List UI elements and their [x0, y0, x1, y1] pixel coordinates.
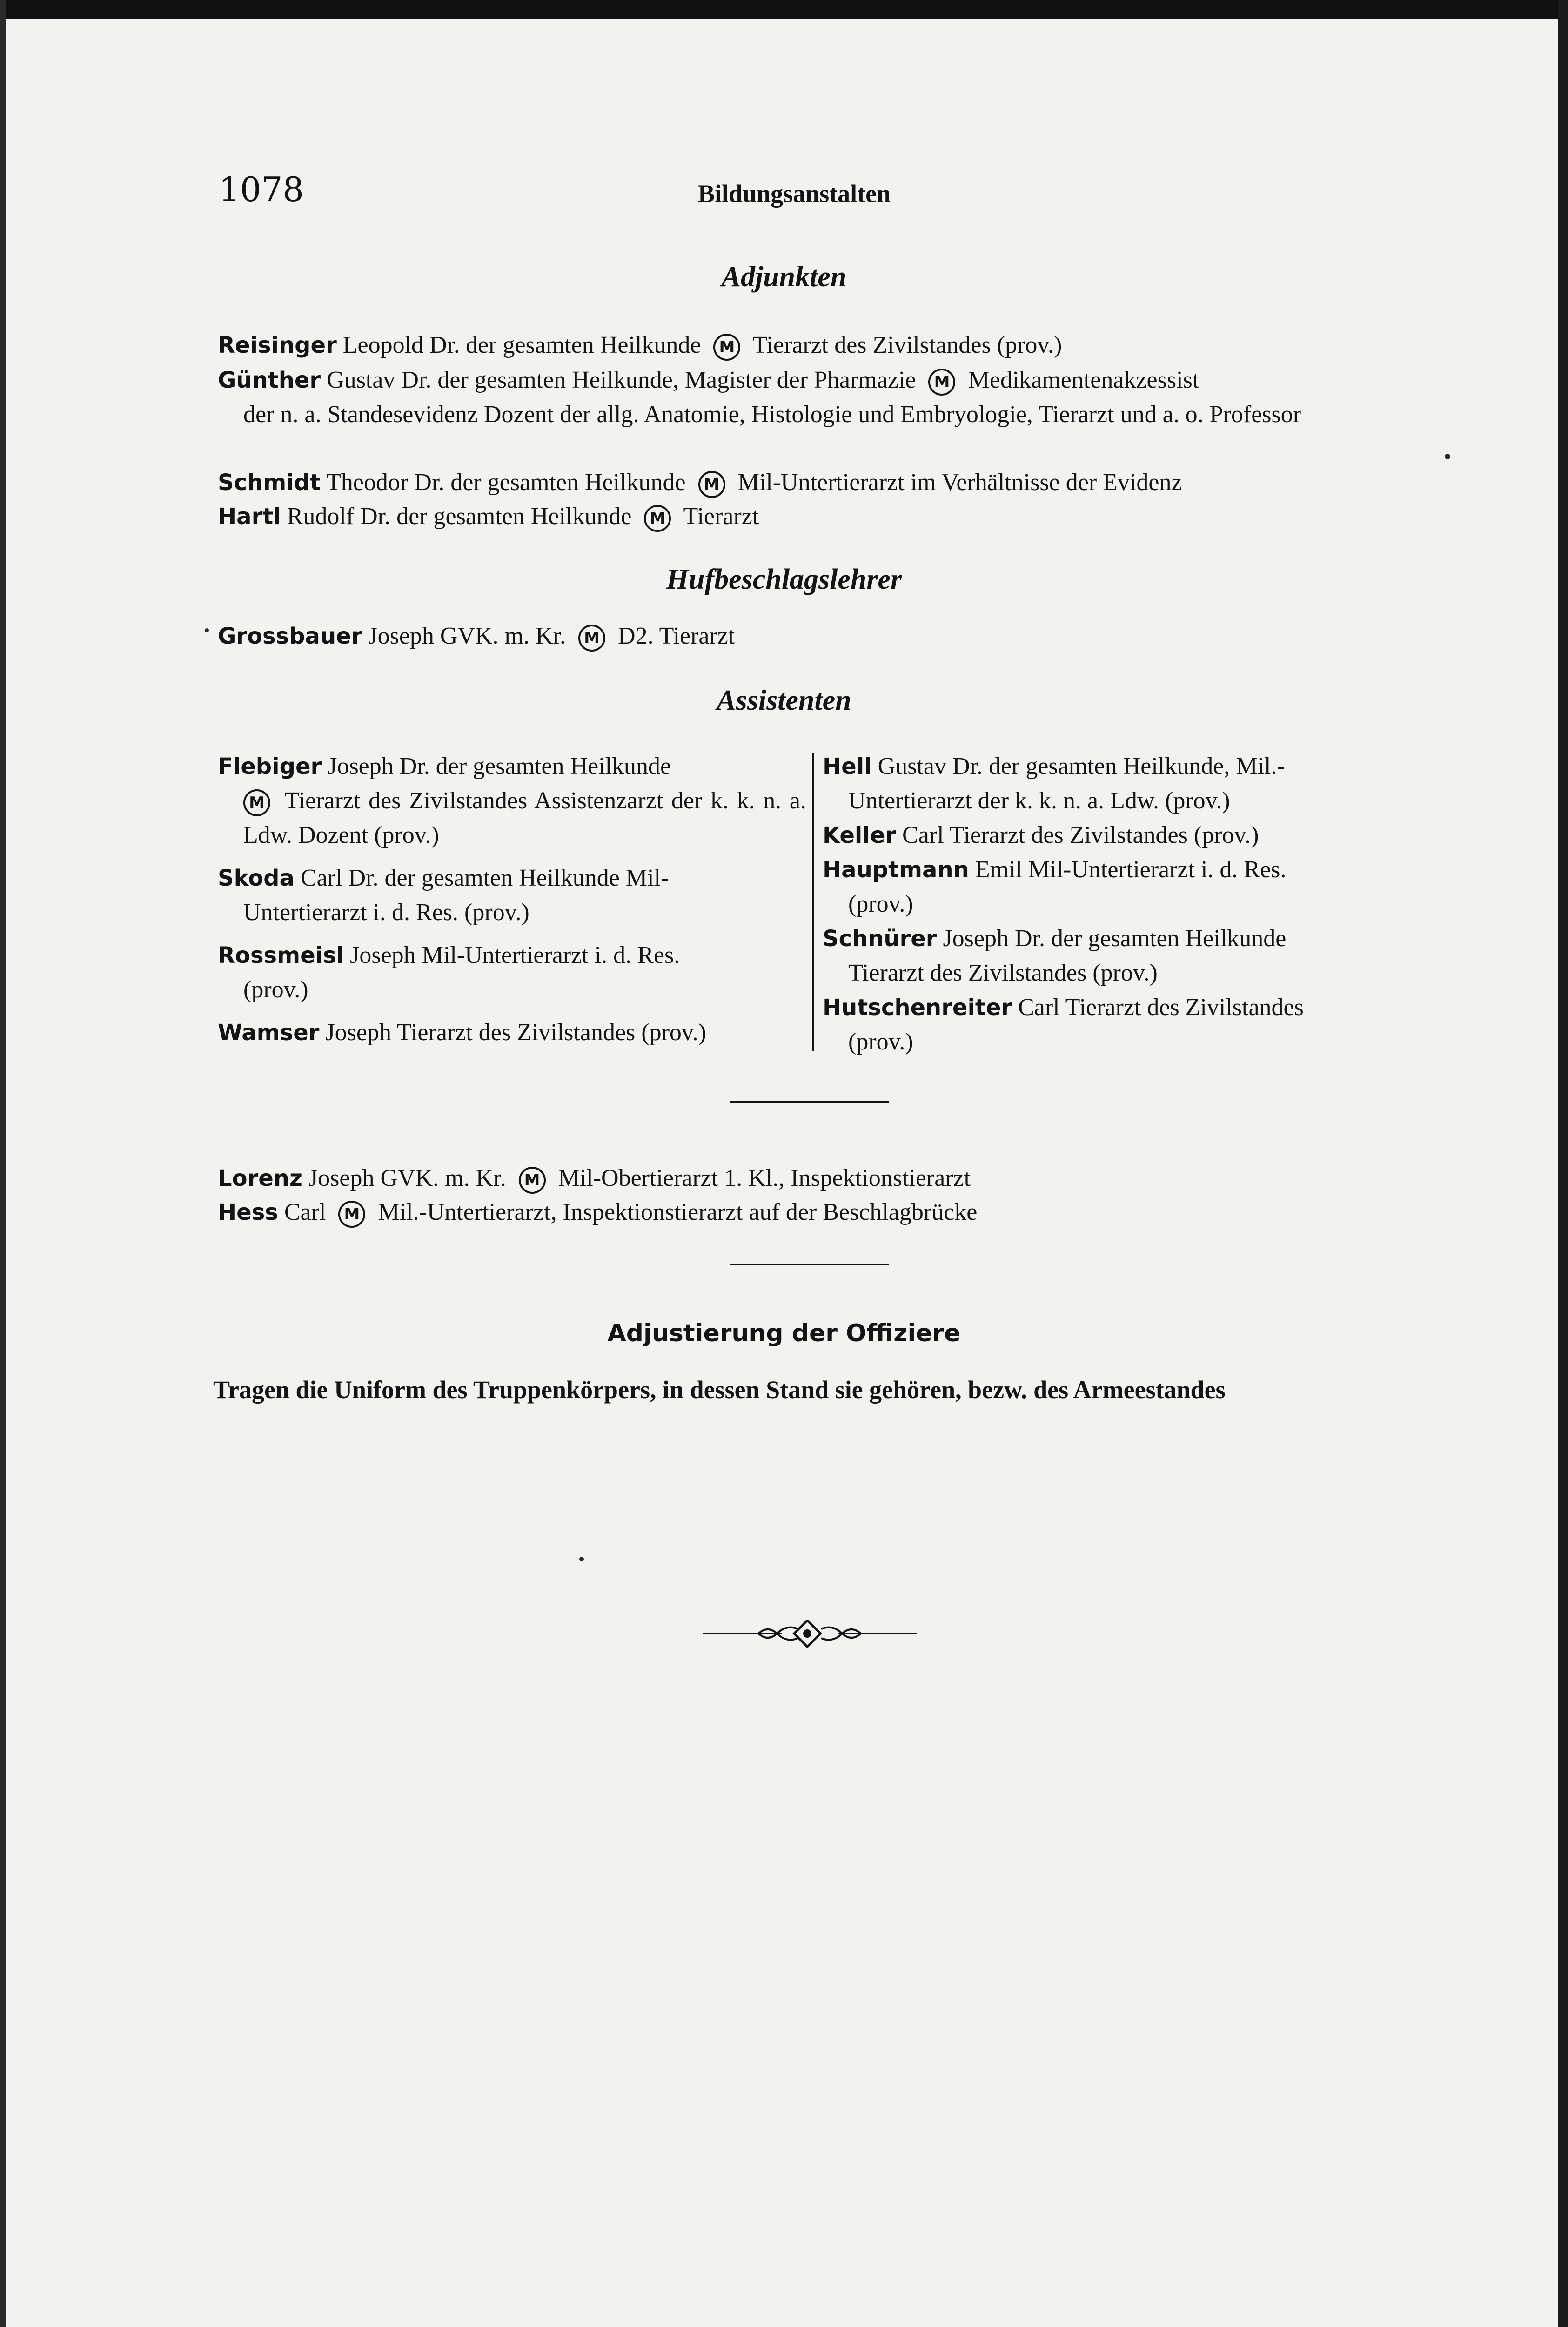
entry-hell	[823, 749, 1414, 818]
entry-text: Medikamentenakzessist	[968, 367, 1199, 393]
entry-schmidt	[218, 465, 1414, 500]
scan-speck	[205, 628, 209, 632]
entry-continuation: Tierarzt des Zivilstandes (prov.)	[848, 960, 1158, 986]
entry-text: Carl Tierarzt des Zivilstandes (prov.)	[902, 822, 1259, 848]
entry-text: D2. Tierarzt	[618, 623, 735, 649]
entry-name: Hartl	[218, 504, 281, 530]
entry-name: Hutschenreiter	[823, 995, 1012, 1021]
column-divider	[812, 753, 814, 1051]
section-title-adjunkten: Adjunkten	[721, 261, 847, 293]
scan-edge-left	[0, 0, 6, 2327]
scan-speck	[1445, 454, 1450, 459]
m-badge-icon: M	[243, 789, 270, 816]
entry-text: Tierarzt des Zivilstandes Assistenzarzt der k. k. n. a. Ldw. Dozent (prov.)	[243, 787, 806, 848]
entry-text: Joseph Tierarzt des Zivilstandes (prov.)	[325, 1019, 706, 1046]
assistenten-columns	[218, 749, 1414, 1055]
entry-name: Schnürer	[823, 926, 937, 952]
ornament-divider-icon	[703, 1620, 917, 1648]
entry-schnuerer	[823, 921, 1414, 990]
entry-name: Günther	[218, 367, 321, 393]
entry-lorenz	[218, 1161, 1414, 1196]
entry-grossbauer	[218, 619, 1414, 653]
entry-name: Lorenz	[218, 1165, 302, 1191]
entry-name: Schmidt	[218, 470, 321, 496]
entry-text: Emil Mil-Untertierarzt i. d. Res.	[975, 856, 1287, 883]
entry-reisinger	[218, 328, 1414, 363]
entry-name: Hell	[823, 753, 872, 780]
entry-rossmeisl	[218, 938, 806, 1007]
entry-name: Wamser	[218, 1020, 320, 1046]
entry-name: Rossmeisl	[218, 942, 344, 968]
entry-text: Tierarzt des Zivilstandes (prov.)	[752, 332, 1062, 358]
entry-name: Hauptmann	[823, 857, 969, 883]
entry-text: Carl Dr. der gesamten Heilkunde Mil-	[300, 865, 669, 891]
entry-text: Joseph GVK. m. Kr.	[308, 1165, 506, 1191]
m-badge-icon: M	[338, 1201, 365, 1228]
section-rule	[730, 1101, 889, 1103]
entry-flebiger	[218, 749, 806, 853]
entry-skoda	[218, 861, 806, 930]
entry-text: Gustav Dr. der gesamten Heilkunde, Magister der Pharmazie	[327, 367, 916, 393]
m-badge-icon: M	[578, 625, 605, 652]
entry-continuation: (prov.)	[848, 1029, 913, 1055]
entry-name: Flebiger	[218, 753, 322, 780]
entry-text: Joseph Dr. der gesamten Heilkunde	[328, 753, 671, 780]
entry-guenther	[218, 363, 1414, 432]
section-title-assistenten: Assistenten	[717, 685, 851, 716]
entry-hutschenreiter	[823, 990, 1414, 1059]
entry-text: Leopold Dr. der gesamten Heilkunde	[342, 332, 701, 358]
entry-name: Keller	[823, 822, 897, 848]
entry-text: Mil-Untertierarzt im Verhältnisse der Evidenz	[737, 469, 1182, 496]
entry-text: Joseph Dr. der gesamten Heilkunde	[943, 925, 1287, 952]
entry-continuation: der n. a. Standesevidenz Dozent der allg. Anatomie, Histologie und Embryologie, Tierarzt und a. o. Professor	[243, 401, 1301, 428]
page-number: 1078	[219, 170, 304, 209]
entry-continuation: (prov.)	[848, 891, 913, 917]
assistenten-left-column	[218, 749, 806, 1058]
entry-text: Theodor Dr. der gesamten Heilkunde	[326, 469, 686, 496]
adjustierung-text: Tragen die Uniform des Truppenkörpers, in dessen Stand sie gehören, bezw. des Armeestandes	[213, 1376, 1226, 1404]
entry-text: Tierarzt	[683, 503, 759, 530]
entry-text: Rudolf Dr. der gesamten Heilkunde	[287, 503, 632, 530]
scan-speck	[579, 1557, 584, 1561]
scan-edge-top	[0, 0, 1568, 19]
scan-edge-right	[1558, 0, 1568, 2327]
entry-name: Hess	[218, 1199, 278, 1225]
entry-hartl	[218, 499, 1414, 534]
entry-continuation: Untertierarzt i. d. Res. (prov.)	[243, 899, 529, 926]
entry-keller	[823, 818, 1414, 853]
m-badge-icon: M	[928, 369, 955, 396]
running-head: Bildungsanstalten	[698, 180, 891, 208]
section-title-hufbeschlag: Hufbeschlagslehrer	[666, 564, 902, 595]
entry-name: Grossbauer	[218, 623, 362, 649]
m-badge-icon: M	[698, 471, 725, 498]
entry-text: Mil-Obertierarzt 1. Kl., Inspektionstierarzt	[558, 1165, 971, 1191]
entry-text: Joseph GVK. m. Kr.	[368, 623, 566, 649]
section-rule	[730, 1264, 889, 1265]
entry-hauptmann	[823, 853, 1414, 921]
assistenten-right-column	[823, 749, 1414, 1059]
entry-text: Joseph Mil-Untertierarzt i. d. Res.	[350, 942, 680, 968]
m-badge-icon: M	[713, 334, 740, 361]
m-badge-icon: M	[519, 1167, 546, 1194]
entry-text: Carl	[284, 1199, 326, 1225]
entry-name: Reisinger	[218, 332, 337, 358]
entry-hess	[218, 1195, 1414, 1230]
adjustierung-title: Adjustierung der Offiziere	[607, 1319, 961, 1347]
entry-text: Mil.-Untertierarzt, Inspektionstierarzt auf der Beschlagbrücke	[378, 1199, 978, 1225]
entry-text: Gustav Dr. der gesamten Heilkunde, Mil.-	[878, 753, 1285, 780]
entry-text: Carl Tierarzt des Zivilstandes	[1018, 994, 1304, 1021]
entry-continuation: Untertierarzt der k. k. n. a. Ldw. (prov.)	[848, 787, 1230, 814]
m-badge-icon: M	[644, 505, 671, 532]
entry-continuation: (prov.)	[243, 976, 308, 1003]
entry-wamser	[218, 1016, 806, 1050]
entry-name: Skoda	[218, 865, 295, 891]
